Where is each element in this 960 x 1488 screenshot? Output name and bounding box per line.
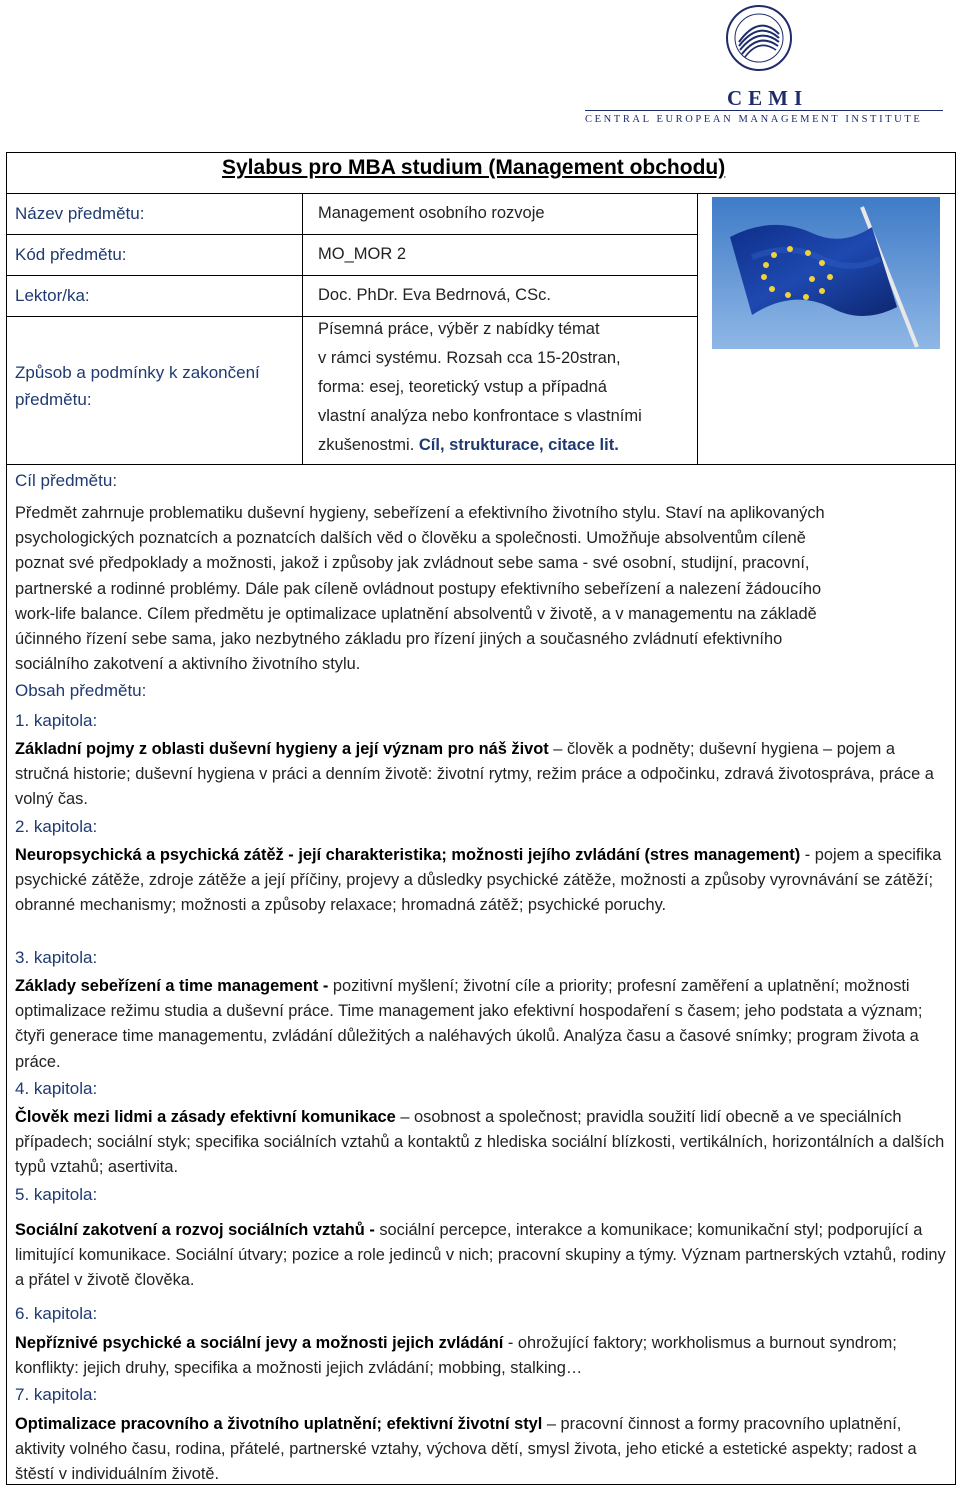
eu-flag-image (712, 197, 940, 349)
chapter-6-text (15, 1331, 947, 1381)
goal-paragraph (15, 501, 947, 677)
chapter-7-body: – pracovní činnost a formy pracovního uplatnění, aktivity volného času, rodina, přátelé, partnerské vztahy, výchova dětí, smysl života, jeho etické a estetické aspekty; radost a štěstí v individuálním životě. (15, 1415, 917, 1484)
document-title: Sylabus pro MBA studium (Management obchodu) (222, 156, 726, 179)
chapter-2-text (15, 843, 947, 919)
chapter-7-text (15, 1412, 947, 1488)
course-name-value: Management osobního rozvoje (318, 204, 545, 222)
completion-line: vlastní analýza nebo konfrontace s vlastními (318, 407, 642, 425)
goal-line: sociálního zakotvení a aktivního životního stylu. (15, 655, 361, 674)
chapter-5-body: sociální percepce, interakce a komunikace; komunikační styl; podporující a limitující komunikace. Sociální útvary; pozice a role jedinců v nich; pracovní skupiny a týmy. Význam partnerských vztahů, rodiny a přátel v životě člověka. (15, 1221, 946, 1290)
divider (6, 193, 956, 194)
chapter-1-title: Základní pojmy z oblasti duševní hygieny a její význam pro náš život (15, 740, 549, 758)
divider (697, 193, 698, 464)
chapter-2-title: Neuropsychická a psychická zátěž - její charakteristika; možnosti jejího zvládání (stres management) (15, 846, 801, 864)
completion-line: v rámci systému. Rozsah cca 15-20stran, (318, 349, 621, 367)
divider (6, 234, 697, 235)
chapter-4-body: – osobnost a společnost; pravidla soužití lidí obecně a ve speciálních případech; sociální styk; specifika sociálních vztahů a kontaktů z hlediska sociální blízkosti, vertikálních, horizontálních a dalších typů vztahů; asertivita. (15, 1108, 945, 1177)
goal-line: psychologických poznatcích a poznatcích dalších věd o člověku a společnosti. Umožňuje absolventům cíleně (15, 529, 806, 548)
logo-subtitle: CENTRAL EUROPEAN MANAGEMENT INSTITUTE (585, 114, 923, 125)
completion-label-line2: předmětu: (15, 390, 92, 409)
completion-line: Písemná práce, výběr z nabídky témat (318, 320, 600, 338)
goal-line: partnerské a rodinné problémy. Dále pak cíleně ovládnout postupy efektivního sebeřízení a nalezení žádoucího (15, 579, 822, 598)
chapter-2-label: 2. kapitola: (15, 817, 98, 836)
chapter-5-label: 5. kapitola: (15, 1185, 98, 1204)
chapter-4-text (15, 1105, 947, 1181)
divider (6, 316, 697, 317)
content-label: Obsah předmětu: (15, 681, 147, 700)
lecturer-label: Lektor/ka: (15, 286, 90, 305)
completion-emphasis: Cíl, strukturace, citace lit. (418, 436, 619, 454)
chapter-5-text (15, 1218, 947, 1294)
chapter-1-text (15, 737, 947, 813)
chapter-6-label: 6. kapitola: (15, 1304, 98, 1323)
chapter-2-body: - pojem a specifika psychické zátěže, zdroje zátěže a její příčiny, projevy a důsledky psychické zátěže, možnosti a způsoby vyrovnávání se zátěží; obranné mechanismy; možnosti a způsoby relaxace; hromadná zátěž; psychické poruchy. (15, 846, 942, 915)
divider (6, 275, 697, 276)
course-code-label: Kód předmětu: (15, 245, 127, 264)
divider (302, 193, 303, 464)
chapter-3-text (15, 974, 947, 1075)
chapter-4-title: Člověk mezi lidmi a zásady efektivní komunikace (15, 1108, 396, 1126)
chapter-1-body: – člověk a podněty; duševní hygiena – pojem a stručná historie; duševní hygiena v práci a denním životě: životní rytmy, režim práce a odpočinku, zdravá životospráva, práce a volný čas. (15, 740, 934, 809)
course-name-label: Název předmětu: (15, 204, 145, 223)
chapter-4-label: 4. kapitola: (15, 1079, 98, 1098)
goal-line: work-life balance. Cílem předmětu je optimalizace uplatnění absolventů v životě, a v managementu na základě (15, 604, 817, 623)
goal-label: Cíl předmětu: (15, 471, 118, 490)
chapter-7-title: Optimalizace pracovního a životního uplatnění; efektivní životní styl (15, 1415, 543, 1433)
cemi-emblem-icon (725, 4, 793, 72)
completion-text: zkušenostmi. (318, 436, 419, 454)
chapter-3-label: 3. kapitola: (15, 948, 98, 967)
chapter-1-label: 1. kapitola: (15, 711, 98, 730)
logo-divider (585, 110, 943, 111)
chapter-3-title: Základy sebeřízení a time management - (15, 977, 329, 995)
chapter-6-body: - ohrožující faktory; workholismus a burnout syndrom; konflikty: jejich druhy, specifika a možnosti jejich zvládání; mobbing, stalking… (15, 1334, 897, 1378)
lecturer-value: Doc. PhDr. Eva Bedrnová, CSc. (318, 286, 551, 304)
course-code-value: MO_MOR 2 (318, 245, 407, 263)
chapter-5-title: Sociální zakotvení a rozvoj sociálních vztahů - (15, 1221, 375, 1239)
chapter-6-title: Nepříznivé psychické a sociální jevy a možnosti jejich zvládání (15, 1334, 504, 1352)
goal-line: účinného řízení sebe sama, jako nezbytného základu pro řízení jiných a současného zvládnutí efektivního (15, 630, 783, 649)
goal-line: Předmět zahrnuje problematiku duševní hygieny, sebeřízení a efektivního životního stylu. Staví na aplikovaných (15, 504, 825, 522)
goal-line: poznat své předpoklady a možnosti, jakož i způsoby jak zvládnout sebe sama - své osobní, studijní, pracovní, (15, 554, 810, 573)
completion-line-last (318, 436, 619, 455)
chapter-3-body: pozitivní myšlení; životní cíle a priority; profesní zaměření a uplatnění; možnosti optimalizace režimu studia a duševní práce. Time management jako efektivní hospodaření s časem; jeho podstata a význam; čtyři generace time managementu, zvládání důležitých a naléhavých úkolů. Analýza času a časové snímky; program života a práce. (15, 977, 923, 1071)
completion-line: forma: esej, teoretický vstup a případná (318, 378, 607, 396)
logo-brand: CEMI (727, 86, 809, 110)
chapter-7-label: 7. kapitola: (15, 1385, 98, 1404)
completion-label-line1: Způsob a podmínky k zakončení (15, 363, 260, 382)
divider (6, 464, 956, 465)
